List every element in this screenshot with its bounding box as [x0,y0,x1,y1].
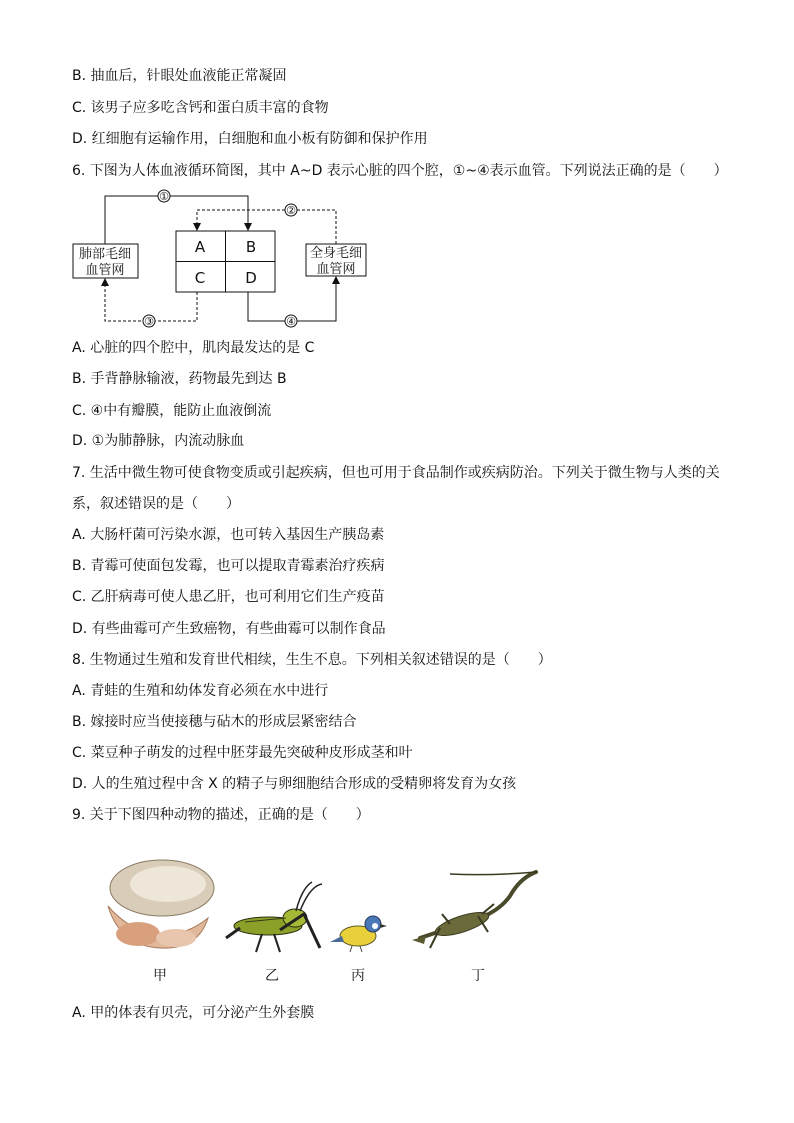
question-7-line2: 系，叙述错误的是（ ） [72,496,240,512]
vessel-1-label: ① [159,190,169,203]
circulation-diagram [72,186,372,328]
chamber-a: A [194,238,206,256]
animal-label-jia: 甲 [153,968,167,984]
clam-icon [108,860,214,948]
animal-label-ding: 丁 [471,968,485,984]
question-6: 6. 下图为人体血液循环简图，其中 A~D 表示心脏的四个腔，①~④表示血管。下列说法正确的是（ ） [72,163,728,179]
option-5d: D. 红细胞有运输作用，白细胞和血小板有防御和保护作用 [72,131,428,147]
grasshopper-icon [226,882,322,952]
chamber-d: D [245,269,257,287]
option-9a: A. 甲的体表有贝壳，可分泌产生外套膜 [72,1005,315,1021]
lung-box-line1: 肺部毛细 [78,247,132,262]
animal-label-yi: 乙 [265,968,279,984]
chamber-b: B [245,238,257,256]
question-8: 8. 生物通过生殖和发育世代相续，生生不息。下列相关叙述错误的是（ ） [72,652,552,668]
option-8a: A. 青蛙的生殖和幼体发育必须在水中进行 [72,683,329,699]
question-9: 9. 关于下图四种动物的描述，正确的是（ ） [72,807,370,823]
vessel-4-label: ④ [286,315,296,328]
question-7-line1: 7. 生活中微生物可使食物变质或引起疾病，但也可用于食品制作或疾病防治。下列关于微生物与人类的关 [72,465,720,481]
bird-icon [330,916,387,952]
option-6b: B. 手背静脉输液，药物最先到达 B [72,371,287,387]
option-7c: C. 乙肝病毒可使人患乙肝，也可利用它们生产疫苗 [72,589,385,605]
option-7d: D. 有些曲霉可产生致癌物，有些曲霉可以制作食品 [72,621,386,637]
option-8c: C. 菜豆种子萌发的过程中胚芽最先突破种皮形成茎和叶 [72,745,413,761]
body-box-line2: 血管网 [316,262,356,277]
animal-label-bing: 丙 [351,968,365,984]
option-8b: B. 嫁接时应当使接穗与砧木的形成层紧密结合 [72,714,357,730]
lung-box-line2: 血管网 [85,263,125,278]
option-6c: C. ④中有瓣膜，能防止血液倒流 [72,403,272,419]
option-6a: A. 心脏的四个腔中，肌肉最发达的是 C [72,340,315,356]
lizard-icon [412,872,536,948]
animals-illustration [90,856,550,986]
option-7b: B. 青霉可使面包发霉，也可以提取青霉素治疗疾病 [72,558,385,574]
body-box-line1: 全身毛细 [309,246,363,261]
option-7a: A. 大肠杆菌可污染水源，也可转入基因生产胰岛素 [72,527,385,543]
option-5c: C. 该男子应多吃含钙和蛋白质丰富的食物 [72,100,329,116]
vessel-2-label: ② [286,204,296,217]
vessel-3-label: ③ [144,315,154,328]
option-5b: B. 抽血后，针眼处血液能正常凝固 [72,68,287,84]
chamber-c: C [194,269,206,287]
option-8d: D. 人的生殖过程中含 X 的精子与卵细胞结合形成的受精卵将发育为女孩 [72,776,517,792]
option-6d: D. ①为肺静脉，内流动脉血 [72,433,245,449]
